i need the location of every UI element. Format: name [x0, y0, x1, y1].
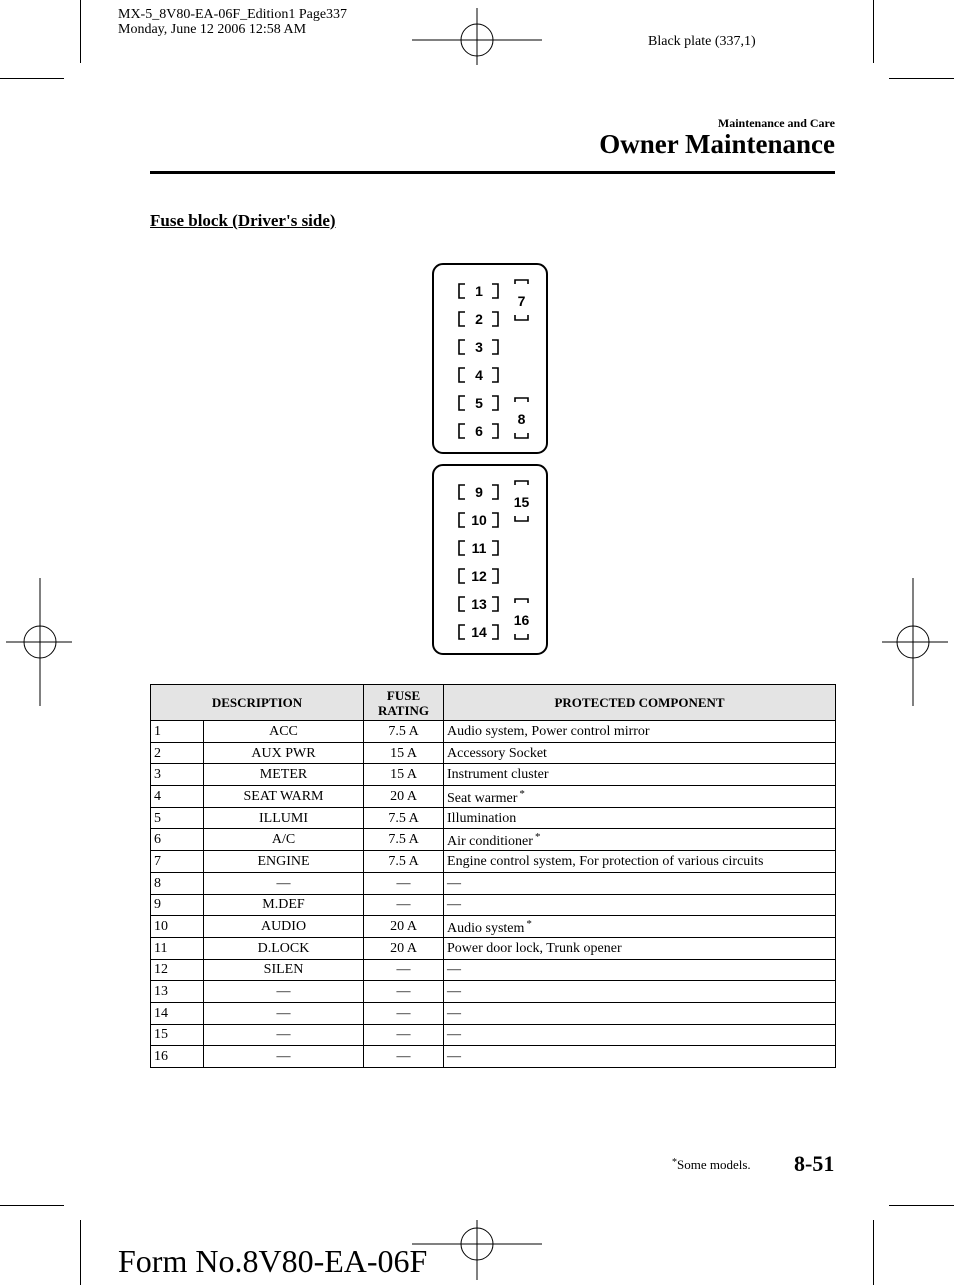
fuse-label: 3 — [475, 339, 483, 355]
fuse-description-text: SILEN — [263, 962, 304, 978]
fuse-rating-cell — [364, 1002, 444, 1024]
some-models-star: * — [534, 831, 541, 844]
table-header-row — [151, 685, 836, 721]
fuse-label: 9 — [475, 484, 483, 500]
protected-component-cell — [444, 807, 836, 829]
protected-component-text: Engine control system, For protection of various circuits — [447, 853, 764, 869]
table-row — [151, 937, 836, 959]
fuse-label: 7 — [517, 293, 526, 309]
fuse-bracket-left — [459, 625, 465, 639]
table-row — [151, 786, 836, 808]
fuse-description-text: D.LOCK — [257, 940, 310, 956]
fuse-number-text: 6 — [154, 832, 161, 848]
large-fuse-bracket-bottom — [515, 433, 528, 438]
fuse-description-cell — [204, 764, 364, 786]
fuse-bracket-left — [459, 424, 465, 438]
fuse-label: 8 — [517, 411, 526, 427]
fuse-rating-text: 15 A — [390, 745, 417, 761]
protected-component-text: Audio system, Power control mirror — [447, 723, 650, 739]
fuse-bracket-left — [459, 312, 465, 326]
protected-component-text: Accessory Socket — [447, 745, 547, 761]
fuse-number-cell — [151, 742, 204, 764]
fuse-rating-text: 15 A — [390, 767, 417, 783]
table-row — [151, 1046, 836, 1068]
fuse-bracket-right — [492, 569, 498, 583]
fuse-description-cell — [204, 851, 364, 873]
large-fuse-bracket-bottom — [515, 315, 528, 320]
fuse-rating-text: 7.5 A — [388, 810, 419, 826]
fuse-bracket-left — [459, 541, 465, 555]
fuse-bracket-right — [492, 396, 498, 410]
print-metadata — [118, 7, 347, 37]
table-row — [151, 1024, 836, 1046]
table-row — [151, 851, 836, 873]
large-fuse-bracket-bottom — [515, 634, 528, 639]
fuse-rating-cell — [364, 981, 444, 1003]
footnote-text: Some models. — [677, 1157, 751, 1172]
fuse-block-diagram — [428, 260, 552, 660]
fuse-rating-text: — — [396, 1005, 411, 1021]
fuse-bracket-right — [492, 284, 498, 298]
page-title: Owner Maintenance — [599, 129, 835, 159]
fuse-label: 4 — [475, 367, 483, 383]
protected-component-cell — [444, 721, 836, 743]
protected-component-text: — — [447, 962, 462, 978]
fuse-description-cell — [204, 1024, 364, 1046]
fuse-description-text: — — [276, 1049, 291, 1065]
fuse-number-text: 13 — [154, 984, 168, 1000]
fuse-rating-text: — — [396, 984, 411, 1000]
protected-component-cell — [444, 872, 836, 894]
fuse-number-text: 11 — [154, 940, 168, 956]
fuse-description-cell — [204, 1046, 364, 1068]
fuse-description-text: M.DEF — [262, 897, 305, 913]
header-fuse-rating: FUSE RATING — [364, 685, 444, 721]
protected-component-text: — — [447, 875, 462, 891]
fuse-rating-text: — — [396, 1049, 411, 1065]
form-number: Form No.8V80-EA-06F — [118, 1243, 428, 1279]
fuse-number-cell — [151, 786, 204, 808]
protected-component-cell — [444, 1002, 836, 1024]
fuse-description-cell — [204, 1002, 364, 1024]
protected-component-text: Instrument cluster — [447, 767, 549, 783]
fuse-number-text: 10 — [154, 919, 168, 935]
footnote-star: * — [672, 1157, 677, 1168]
fuse-label: 12 — [471, 568, 487, 584]
protected-component-cell — [444, 937, 836, 959]
protected-component-text: Power door lock, Trunk opener — [447, 940, 622, 956]
fuse-description-text: ENGINE — [257, 853, 310, 869]
fuse-bracket-right — [492, 368, 498, 382]
table-row — [151, 807, 836, 829]
protected-component-cell — [444, 959, 836, 981]
fuse-bracket-left — [459, 569, 465, 583]
protected-component-cell — [444, 916, 836, 938]
fuse-description-cell — [204, 829, 364, 851]
fuse-number-cell — [151, 981, 204, 1003]
protected-component-text: Illumination — [447, 810, 517, 826]
fuse-label: 2 — [475, 311, 483, 327]
title-rule — [150, 171, 835, 174]
fuse-rating-text: 20 A — [390, 919, 417, 935]
fuse-rating-cell — [364, 721, 444, 743]
large-fuse-bracket-top — [515, 599, 528, 603]
fuse-bracket-right — [492, 485, 498, 499]
fuse-description-text: A/C — [271, 832, 296, 848]
fuse-description-text: AUX PWR — [251, 745, 316, 761]
fuse-label: 14 — [471, 624, 487, 640]
fuse-number-text: 16 — [154, 1049, 168, 1065]
fuse-bracket-right — [492, 597, 498, 611]
page-number: 8-51 — [794, 1151, 835, 1176]
fuse-number-cell — [151, 894, 204, 916]
table-row — [151, 894, 836, 916]
fuse-label: 15 — [513, 494, 530, 510]
fuse-label: 6 — [475, 423, 483, 439]
some-models-star: * — [519, 787, 525, 800]
protected-component-text: — — [447, 1005, 462, 1021]
fuse-number-cell — [151, 764, 204, 786]
fuse-description-cell — [204, 981, 364, 1003]
fuse-rating-cell — [364, 851, 444, 873]
protected-component-cell — [444, 829, 836, 851]
protected-component-cell — [444, 1024, 836, 1046]
fuse-label: 5 — [475, 395, 483, 411]
fuse-bracket-right — [492, 513, 498, 527]
fuse-rating-cell — [364, 1024, 444, 1046]
fuse-rating-text: 7.5 A — [388, 832, 419, 848]
fuse-rating-cell — [364, 1046, 444, 1068]
fuse-rating-text: 20 A — [390, 788, 417, 804]
fuse-number-cell — [151, 959, 204, 981]
fuse-rating-cell — [364, 786, 444, 808]
fuse-number-cell — [151, 1002, 204, 1024]
fuse-rating-text: 7.5 A — [388, 853, 419, 869]
fuse-description-text: — — [276, 875, 291, 891]
fuse-bracket-left — [459, 284, 465, 298]
protected-component-cell — [444, 1046, 836, 1068]
fuse-description-text: AUDIO — [260, 919, 307, 935]
fuse-description-cell — [204, 937, 364, 959]
fuse-table — [150, 684, 836, 1068]
table-row — [151, 1002, 836, 1024]
fuse-description-cell — [204, 807, 364, 829]
section-label: Maintenance and Care — [717, 116, 835, 130]
table-row — [151, 764, 836, 786]
footnote — [672, 1157, 751, 1173]
fuse-bracket-right — [492, 625, 498, 639]
table-row — [151, 981, 836, 1003]
fuse-bracket-left — [459, 513, 465, 527]
fuse-number-cell — [151, 851, 204, 873]
protected-component-text: Audio system — [447, 921, 525, 937]
fuse-number-cell — [151, 721, 204, 743]
fuse-number-text: 9 — [154, 897, 161, 913]
fuse-label: 11 — [471, 540, 487, 556]
protected-component-cell — [444, 981, 836, 1003]
fuse-rating-cell — [364, 742, 444, 764]
fuse-number-text: 4 — [154, 788, 161, 804]
table-row — [151, 742, 836, 764]
fuse-number-text: 1 — [154, 723, 161, 739]
protected-component-text: Seat warmer — [447, 790, 518, 806]
fuse-number-text: 2 — [154, 745, 161, 761]
fuse-block-outline — [433, 465, 547, 654]
fuse-description-text: — — [276, 1005, 291, 1021]
protected-component-cell — [444, 786, 836, 808]
table-row — [151, 829, 836, 851]
fuse-description-text: — — [276, 1027, 291, 1043]
large-fuse-bracket-top — [515, 481, 528, 485]
fuse-description-cell — [204, 786, 364, 808]
fuse-number-cell — [151, 829, 204, 851]
protected-component-text: — — [447, 1049, 462, 1065]
fuse-bracket-right — [492, 424, 498, 438]
protected-component-cell — [444, 742, 836, 764]
fuse-rating-cell — [364, 829, 444, 851]
fuse-bracket-left — [459, 340, 465, 354]
fuse-rating-text: — — [396, 962, 411, 978]
fuse-description-cell — [204, 721, 364, 743]
fuse-bracket-right — [492, 340, 498, 354]
large-fuse-bracket-top — [515, 280, 528, 284]
fuse-bracket-right — [492, 541, 498, 555]
fuse-rating-text: 20 A — [390, 940, 417, 956]
fuse-rating-text: — — [396, 1027, 411, 1043]
some-models-star: * — [526, 918, 532, 931]
fuse-number-cell — [151, 916, 204, 938]
fuse-block-outline — [433, 264, 547, 453]
fuse-number-cell — [151, 807, 204, 829]
protected-component-text: Air conditioner — [447, 834, 533, 850]
fuse-bracket-left — [459, 368, 465, 382]
print-meta-line1: MX-5_8V80-EA-06F_Edition1 Page337 — [118, 7, 348, 22]
fuse-description-cell — [204, 916, 364, 938]
fuse-bracket-left — [459, 485, 465, 499]
fuse-bracket-left — [459, 597, 465, 611]
print-meta-line2: Monday, June 12 2006 12:58 AM — [118, 22, 307, 37]
protected-component-cell — [444, 851, 836, 873]
fuse-rating-cell — [364, 959, 444, 981]
fuse-description-text: SEAT WARM — [243, 788, 324, 804]
table-row — [151, 959, 836, 981]
fuse-description-cell — [204, 894, 364, 916]
fuse-label: 16 — [513, 612, 530, 628]
fuse-label: 13 — [471, 596, 487, 612]
large-fuse-bracket-top — [515, 398, 528, 402]
fuse-bracket-right — [492, 312, 498, 326]
fuse-rating-cell — [364, 916, 444, 938]
fuse-description-cell — [204, 742, 364, 764]
fuse-number-text: 5 — [154, 810, 161, 826]
table-row — [151, 916, 836, 938]
protected-component-text: — — [447, 984, 462, 1000]
fuse-description-cell — [204, 872, 364, 894]
large-fuse-bracket-bottom — [515, 516, 528, 521]
fuse-number-text: 14 — [154, 1005, 168, 1021]
fuse-number-text: 7 — [154, 853, 161, 869]
fuse-number-cell — [151, 937, 204, 959]
fuse-rating-cell — [364, 894, 444, 916]
fuse-label: 1 — [475, 283, 483, 299]
fuse-number-cell — [151, 872, 204, 894]
table-row — [151, 721, 836, 743]
fuse-number-cell — [151, 1024, 204, 1046]
fuse-description-cell — [204, 959, 364, 981]
protected-component-text: — — [447, 897, 462, 913]
fuse-number-text: 8 — [154, 875, 161, 891]
fuse-rating-cell — [364, 764, 444, 786]
fuse-bracket-left — [459, 396, 465, 410]
plate-label: Black plate (337,1) — [648, 34, 756, 49]
header-description: DESCRIPTION — [151, 685, 364, 721]
fuse-description-text: ACC — [269, 723, 298, 739]
table-row — [151, 872, 836, 894]
fuse-rating-cell — [364, 807, 444, 829]
fuse-number-text: 15 — [154, 1027, 168, 1043]
fuse-rating-text: 7.5 A — [388, 723, 419, 739]
fuse-description-text: METER — [259, 767, 308, 783]
fuse-rating-text: — — [396, 875, 411, 891]
fuse-rating-cell — [364, 872, 444, 894]
fuse-rating-text: — — [396, 897, 411, 913]
fuse-label: 10 — [471, 512, 487, 528]
fuse-description-text: — — [276, 984, 291, 1000]
protected-component-text: — — [447, 1027, 462, 1043]
fuse-number-cell — [151, 1046, 204, 1068]
subsection-title: Fuse block (Driver's side) — [150, 211, 336, 230]
fuse-description-text: ILLUMI — [259, 810, 308, 826]
protected-component-cell — [444, 894, 836, 916]
header-protected-component: PROTECTED COMPONENT — [444, 685, 836, 721]
fuse-rating-cell — [364, 937, 444, 959]
protected-component-cell — [444, 764, 836, 786]
fuse-number-text: 3 — [154, 767, 161, 783]
fuse-number-text: 12 — [154, 962, 168, 978]
